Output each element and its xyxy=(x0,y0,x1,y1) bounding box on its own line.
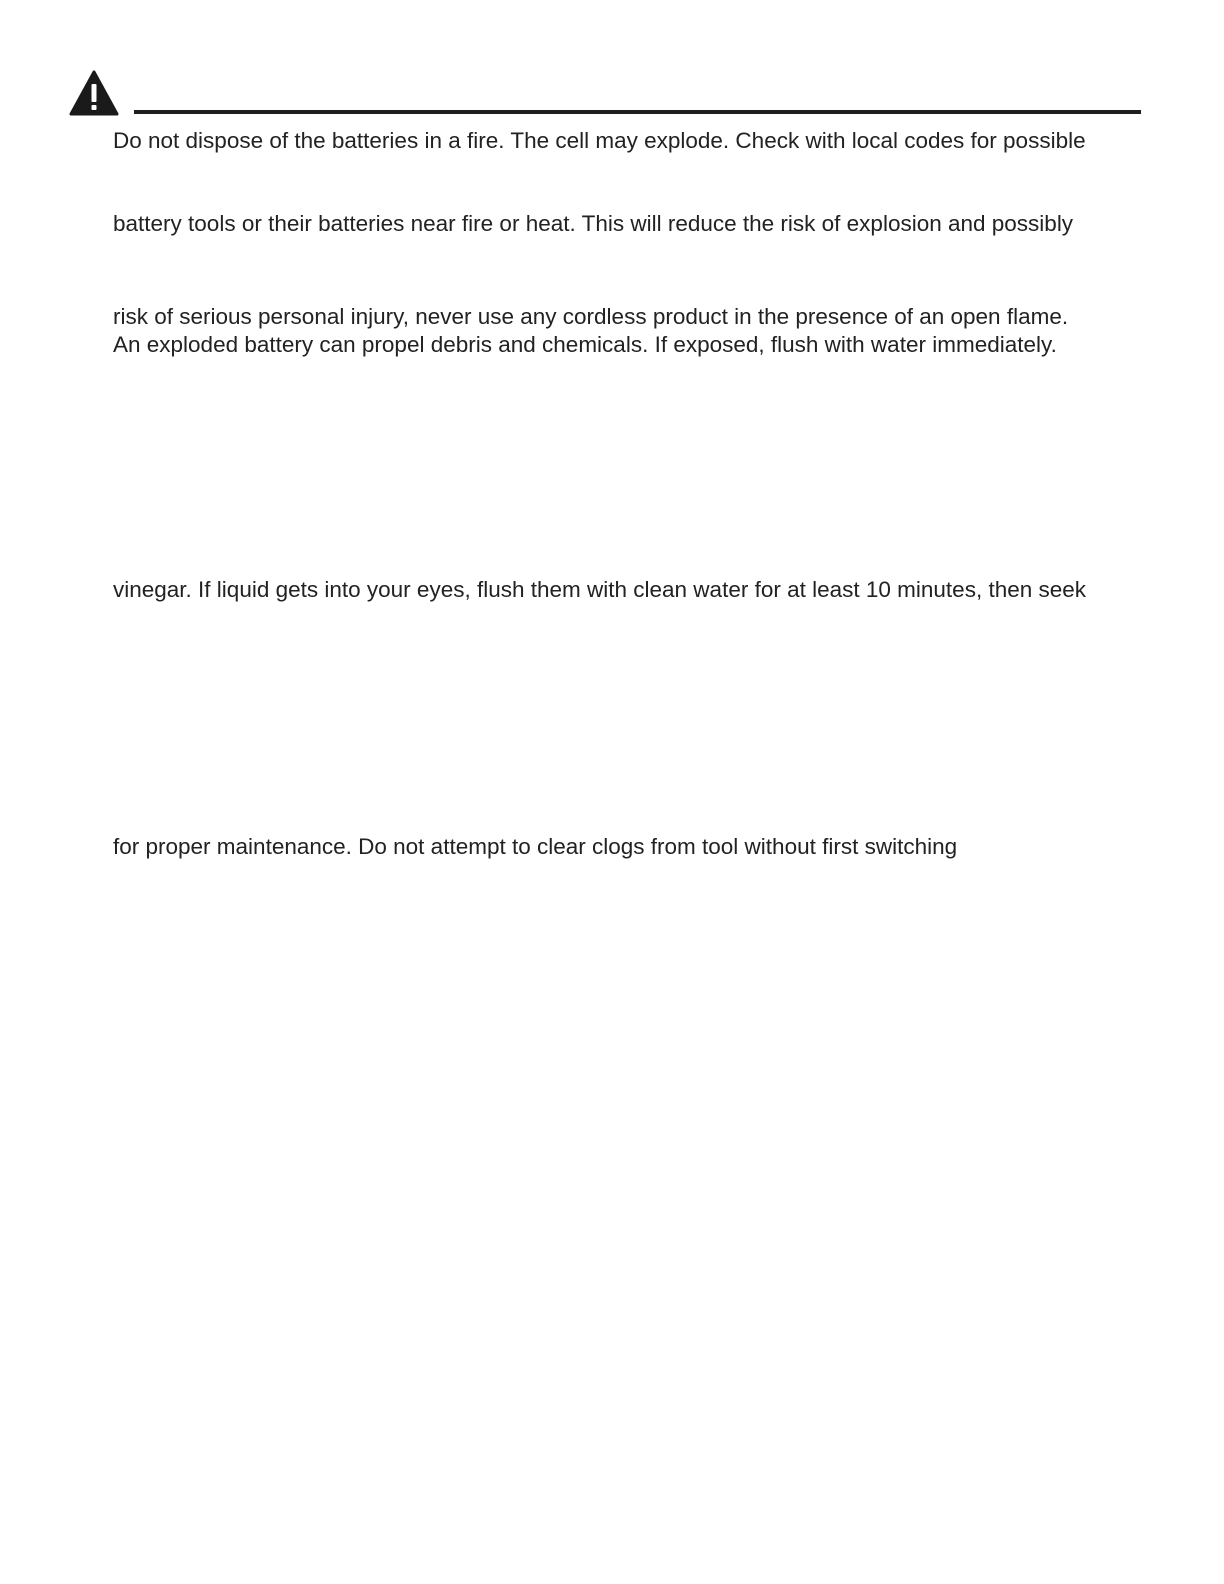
header-divider xyxy=(134,110,1141,114)
warning-triangle-icon xyxy=(69,70,119,116)
text-line: vinegar. If liquid gets into your eyes, flush them with clean water for at least 10 minutes, then seek xyxy=(113,577,1087,602)
warning-header xyxy=(0,0,1224,120)
text-line: Do not dispose of the batteries in a fire. The cell may explode. Check with local codes for possible xyxy=(113,128,1086,153)
text-line: risk of serious personal injury, never use any cordless product in the presence of an open flame. xyxy=(113,304,1069,329)
text-line: An exploded battery can propel debris and chemicals. If exposed, flush with water immediately. xyxy=(113,332,1057,357)
text-line: battery tools or their batteries near fire or heat. This will reduce the risk of explosion and possibly xyxy=(113,211,1074,236)
text-line: for proper maintenance. Do not attempt to clear clogs from tool without first switching xyxy=(113,834,958,859)
